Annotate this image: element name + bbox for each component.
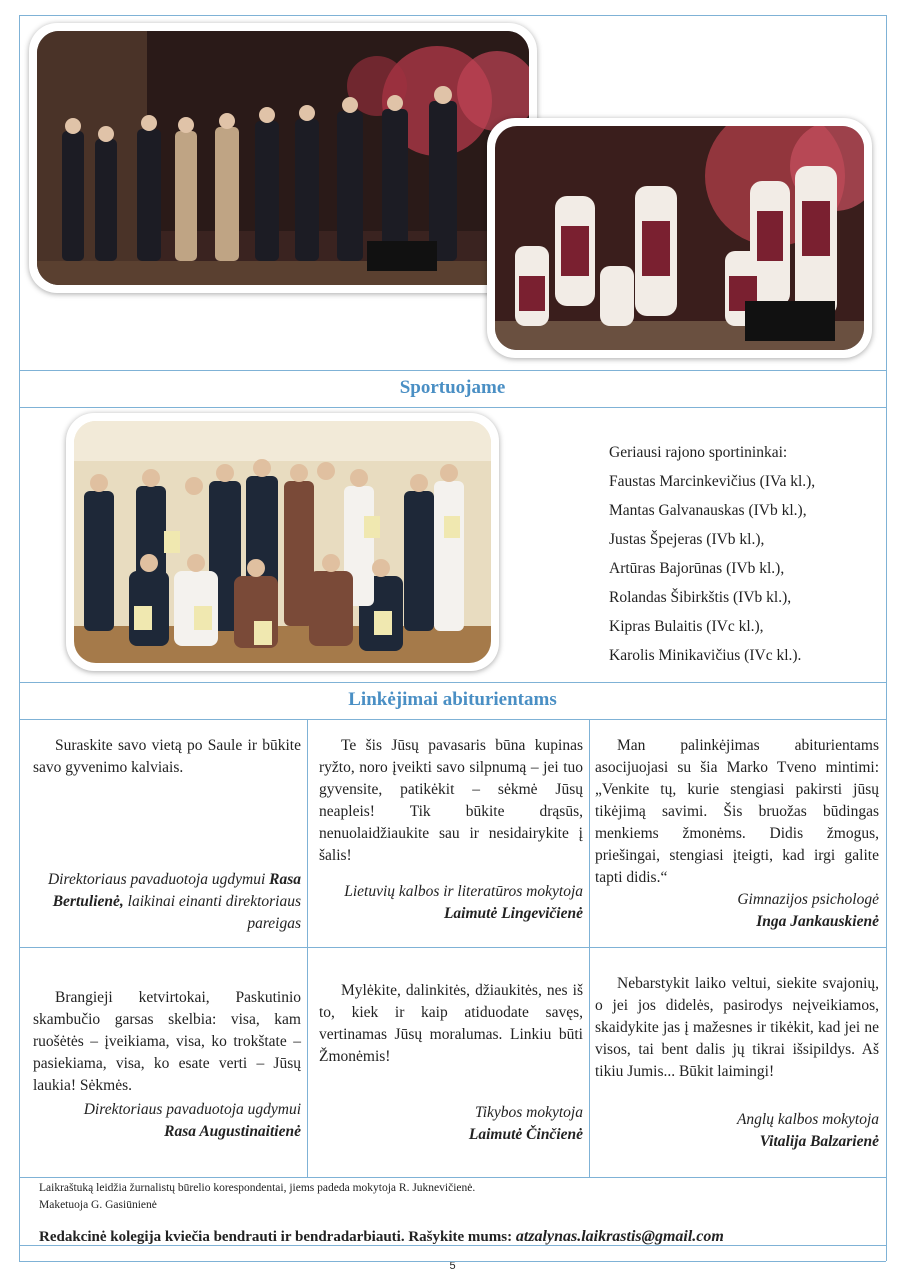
dancers-photo	[495, 126, 864, 350]
page-number: 5	[449, 1260, 456, 1272]
wish-author-name: Rasa Augustinaitienė	[164, 1123, 301, 1140]
athletes-intro: Geriausi rajono sportininkai:	[609, 444, 788, 461]
wishes-section-title: Linkėjimai abiturientams	[348, 689, 557, 710]
wish-card-5	[319, 980, 583, 1160]
sports-section-title: Sportuojame	[399, 377, 506, 398]
wishes-column-divider	[307, 719, 308, 1177]
wishes-header-bottom-rule	[19, 719, 886, 720]
wishes-header-top-rule	[19, 682, 886, 683]
wish-author-name: Laimutė Činčienė	[468, 1126, 583, 1143]
wish-text: Brangieji ketvirtokai, Paskutinio skambučio garsas skelbia: visa, kam ruošėtės – įveikiama, visa, ko trokštate – pasiekiama, visa, ko esate verti – Jūsų laukia! Sėkmės.	[33, 989, 301, 1094]
wish-signature	[33, 1099, 301, 1143]
left-border	[19, 15, 20, 1261]
footer-email-link[interactable]: atzalynas.laikrastis@gmail.com	[515, 1228, 724, 1245]
athlete-item: Mantas Galvanauskas (IVb kl.),	[609, 502, 807, 519]
athlete-item: Kipras Bulaitis (IVc kl.),	[609, 618, 764, 635]
wish-author-name: Rasa Bertulienė,	[52, 871, 301, 910]
wish-card-2	[319, 735, 583, 935]
wish-card-6	[595, 973, 879, 1163]
wish-card-1	[33, 735, 301, 935]
newspaper-page	[19, 15, 886, 1272]
footer-contact	[39, 1228, 724, 1246]
wish-author-role: Direktoriaus pavaduotoja ugdymui	[83, 1101, 301, 1118]
wish-signature	[595, 1109, 879, 1153]
footer-publisher-note: Laikraštuką leidžia žurnalistų būrelio korespondentai, jiems padeda mokytoja R. Juknevičienė.	[39, 1182, 476, 1194]
wish-author-role: Lietuvių kalbos ir literatūros mokytoja	[344, 883, 583, 900]
sports-header-bottom-rule	[19, 407, 886, 408]
wish-text: Suraskite savo vietą po Saule ir būkite savo gyvenimo kalviais.	[33, 737, 301, 776]
wish-card-4	[33, 987, 301, 1167]
bottom-border	[19, 1261, 886, 1262]
footer-rule	[19, 1245, 886, 1246]
top-border	[19, 15, 886, 16]
wish-author-role: Gimnazijos psichologė	[737, 891, 879, 908]
wish-text: Man palinkėjimas abiturientams asocijuojasi su šia Marko Tveno mintimi: „Venkite tų, kurie stengiasi pakirsti jūsų tikėjimą savimi. Šis bruožas būdingas menkiems žmonėms. Didis žmogus, priešingai, stengiasi įteigti, kad irgi galite tapti didis.“	[595, 737, 879, 886]
wishes-column-divider	[589, 719, 590, 1177]
wish-signature	[595, 889, 879, 933]
right-border	[886, 15, 887, 1261]
choir-photo-frame	[29, 23, 537, 293]
wish-text: Nebarstykit laiko veltui, siekite svajonių, o jei jos didelės, pasirodys neįveikiamos, skaidykite jas į mažesnes ir tikėkit, kad jei ne visos, tai bent dalis jų tikrai išsipildys. Aš tikiu Jumis... Būkit laimingi!	[595, 975, 879, 1080]
choir-photo	[37, 31, 529, 285]
dancers-photo-frame	[487, 118, 872, 358]
footer-contact-text: Redakcinė kolegija kviečia bendrauti ir bendradarbiauti. Rašykite mums:	[39, 1229, 513, 1245]
athletes-photo-frame	[66, 413, 499, 671]
wish-author-name: Inga Jankauskienė	[756, 913, 879, 930]
footer-layout-credit: Maketuoja G. Gasiūnienė	[39, 1199, 157, 1211]
athlete-item: Rolandas Šibirkštis (IVb kl.),	[609, 589, 792, 606]
wishes-bottom-rule	[19, 1177, 886, 1178]
wish-author-role: Anglų kalbos mokytoja	[736, 1111, 879, 1128]
athletes-photo	[74, 421, 491, 663]
athletes-list	[609, 438, 815, 670]
wish-signature	[33, 869, 301, 935]
sports-header-top-rule	[19, 370, 886, 371]
athlete-item: Karolis Minikavičius (IVc kl.).	[609, 647, 802, 664]
wish-text: Te šis Jūsų pavasaris būna kupinas ryžto, noro įveikti savo silpnumą – jei tuo gyvensite, patikėkit – sėkmė Jūsų neapleis! Tik būkite drąsūs, nenuolaidžiaukite sau ir nesidairykite į šalis!	[319, 737, 583, 864]
wish-signature	[319, 881, 583, 925]
wish-author-role: Tikybos mokytoja	[474, 1104, 583, 1121]
wish-author-name: Laimutė Lingevičienė	[443, 905, 583, 922]
athlete-item: Faustas Marcinkevičius (IVa kl.),	[609, 473, 816, 490]
wish-author-role-extra: laikinai einanti direktoriaus pareigas	[127, 893, 301, 932]
athlete-item: Artūras Bajorūnas (IVb kl.),	[609, 560, 785, 577]
wish-card-3	[595, 735, 879, 935]
wish-author-role: Direktoriaus pavaduotoja ugdymui	[47, 871, 266, 888]
athlete-item: Justas Špejeras (IVb kl.),	[609, 531, 765, 548]
wish-author-name: Vitalija Balzarienė	[759, 1133, 879, 1150]
wish-signature	[319, 1102, 583, 1146]
wishes-row-divider	[19, 947, 886, 948]
wish-text: Mylėkite, dalinkitės, džiaukitės, nes iš to, kiek ir kaip atiduodate savęs, vertinamas Jūsų moralumas. Linkiu būti Žmonėmis!	[319, 982, 583, 1065]
